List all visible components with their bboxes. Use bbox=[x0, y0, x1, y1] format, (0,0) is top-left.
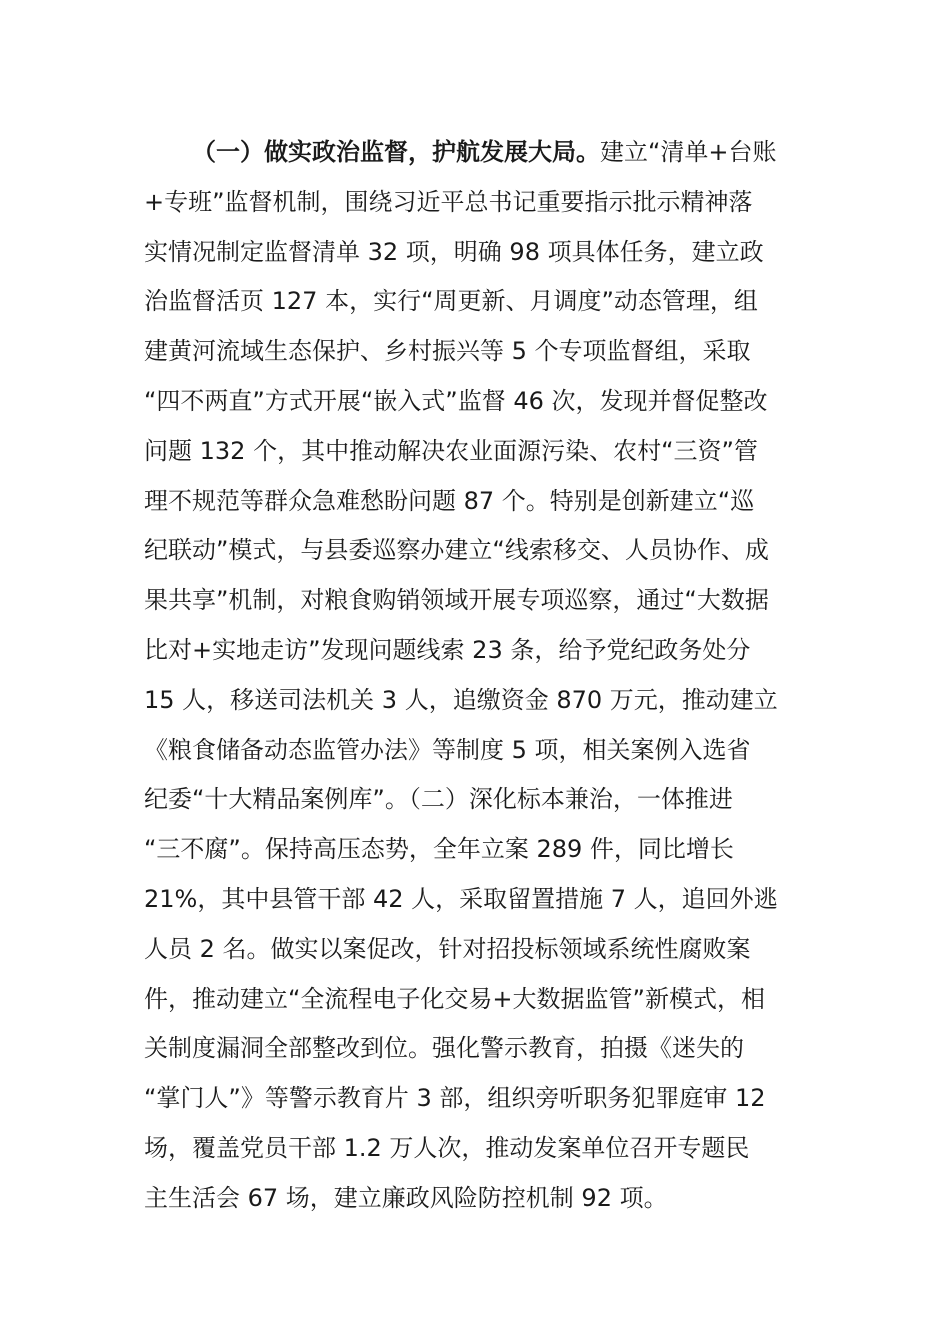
paragraph-line: 15 人，移送司法机关 3 人，追缴资金 870 万元，推动建立 bbox=[144, 685, 778, 714]
paragraph-line: +专班”监督机制，围绕习近平总书记重要指示批示精神落 bbox=[144, 187, 753, 216]
paragraph-line: 比对+实地走访”发现问题线索 23 条，给予党纪政务处分 bbox=[144, 635, 751, 664]
paragraph-line: 问题 132 个，其中推动解决农业面源污染、农村“三资”管 bbox=[144, 436, 758, 465]
paragraph-line: 果共享”机制，对粮食购销领域开展专项巡察，通过“大数据 bbox=[144, 586, 769, 615]
paragraph-line: 21%，其中县管干部 42 人，采取留置措施 7 人，追回外逃 bbox=[144, 884, 778, 913]
section-heading: （一）做实政治监督，护航发展大局。 bbox=[192, 138, 600, 166]
paragraph-line: 主生活会 67 场，建立廉政风险防控机制 92 项。 bbox=[144, 1183, 668, 1212]
body-paragraph bbox=[144, 128, 808, 1224]
paragraph-line: 建黄河流域生态保护、乡村振兴等 5 个专项监督组，采取 bbox=[144, 337, 751, 366]
paragraph-line: “四不两直”方式开展“嵌入式”监督 46 次，发现并督促整改 bbox=[144, 386, 768, 415]
paragraph-line: “掌门人”》等警示教育片 3 部，组织旁听职务犯罪庭审 12 bbox=[144, 1084, 766, 1113]
paragraph-line: 纪联动”模式，与县委巡察办建立“线索移交、人员协作、成 bbox=[144, 536, 769, 565]
paragraph-line: 件，推动建立“全流程电子化交易+大数据监管”新模式，相 bbox=[144, 984, 765, 1013]
paragraph-line: 治监督活页 127 本，实行“周更新、月调度”动态管理，组 bbox=[144, 287, 758, 316]
paragraph-line bbox=[144, 128, 808, 178]
paragraph-line: 人员 2 名。做实以案促改，针对招投标领域系统性腐败案 bbox=[144, 934, 751, 963]
paragraph-line: 实情况制定监督清单 32 项，明确 98 项具体任务，建立政 bbox=[144, 237, 764, 266]
paragraph-line: 《粮食储备动态监管办法》等制度 5 项，相关案例入选省 bbox=[144, 735, 751, 764]
paragraph-line: “三不腐”。保持高压态势，全年立案 289 件，同比增长 bbox=[144, 835, 734, 864]
paragraph-line: 纪委“十大精品案例库”。（二）深化标本兼治，一体推进 bbox=[144, 785, 733, 814]
paragraph-text: 建立“清单+台账 bbox=[600, 138, 777, 166]
paragraph-line: 场，覆盖党员干部 1.2 万人次，推动发案单位召开专题民 bbox=[144, 1133, 750, 1162]
paragraph-line: 关制度漏洞全部整改到位。强化警示教育，拍摄《迷失的 bbox=[144, 1034, 744, 1063]
paragraph-line: 理不规范等群众急难愁盼问题 87 个。特别是创新建立“巡 bbox=[144, 486, 755, 515]
